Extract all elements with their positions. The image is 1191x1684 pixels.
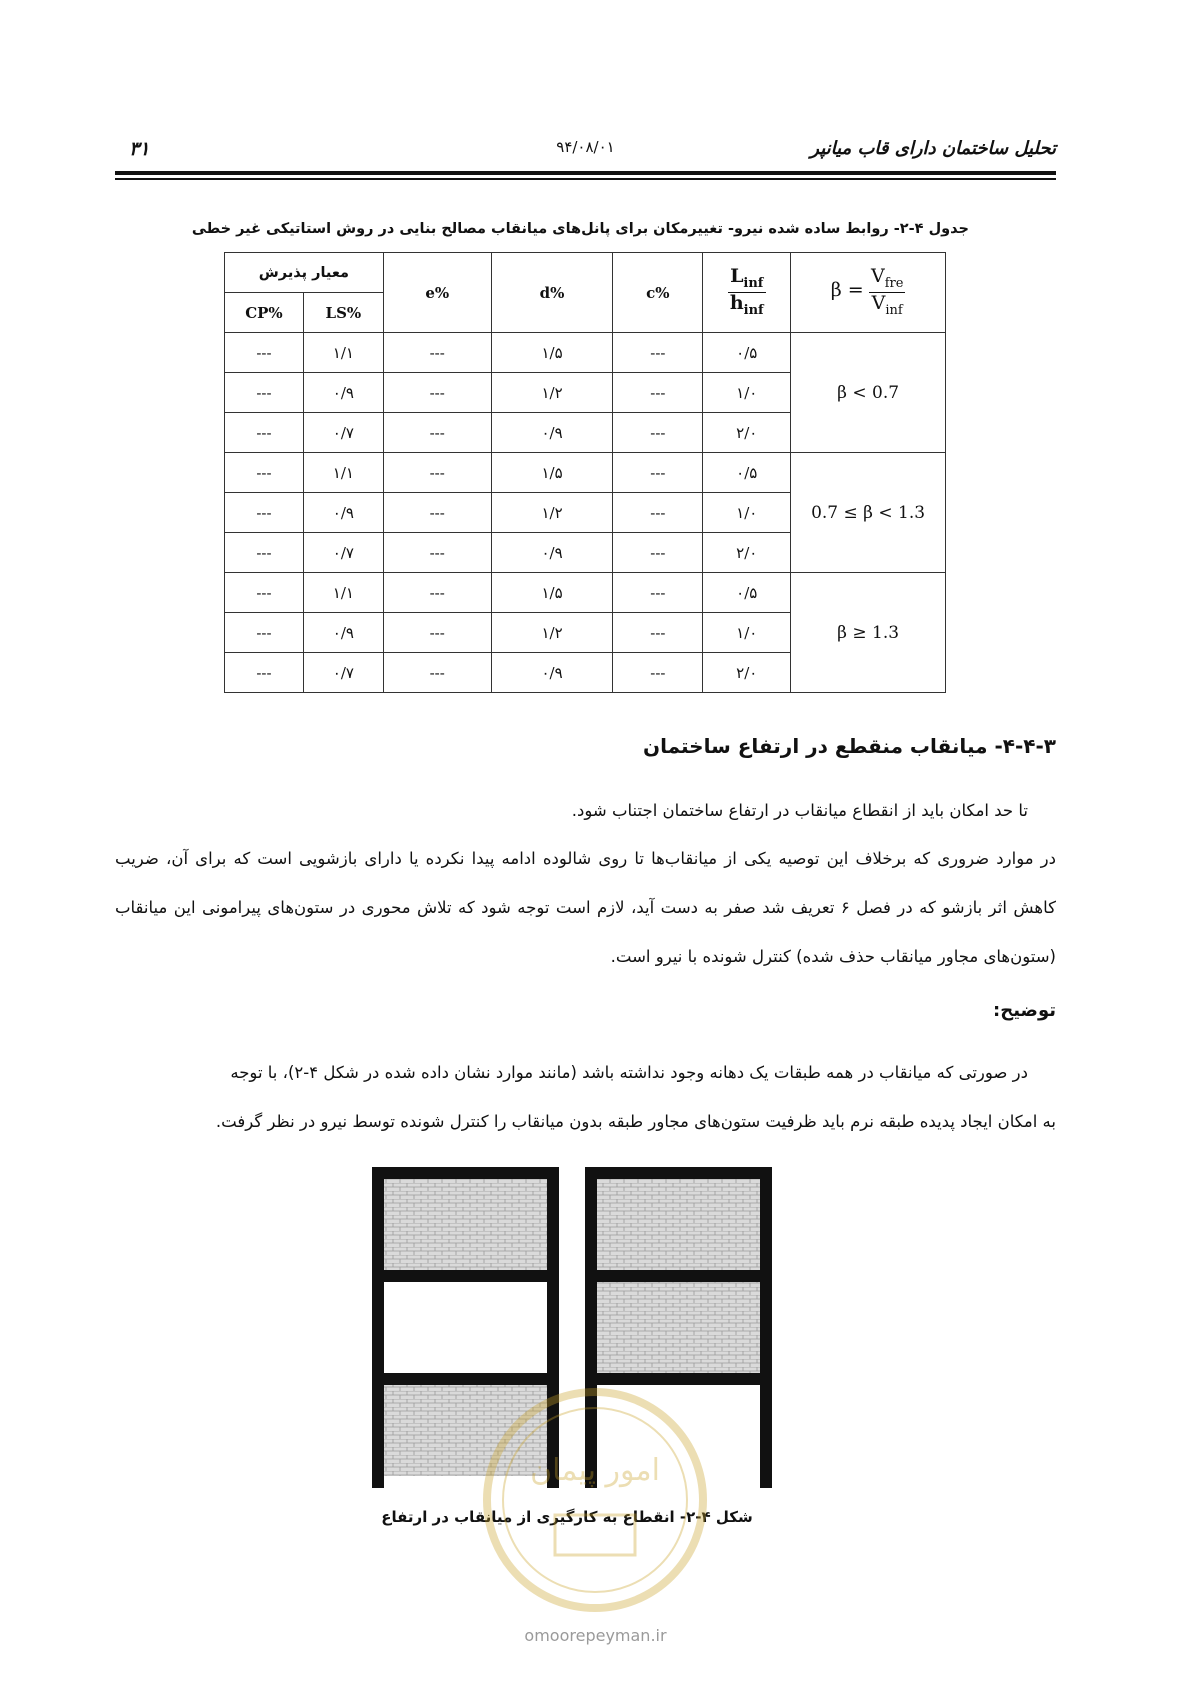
page-header xyxy=(115,138,1056,160)
table-row: --- ۰/۹ --- ۱/۲ --- ۱/۰ xyxy=(225,373,946,413)
header-rule-thin xyxy=(115,178,1056,180)
section-heading: ۴-۴-۳- میانقاب منقطع در ارتفاع ساختمان xyxy=(643,734,1056,758)
watermark-url: omoorepeyman.ir xyxy=(524,1626,667,1645)
beam xyxy=(372,1167,559,1179)
table-row: --- ۰/۹ --- ۱/۲ --- ۱/۰ xyxy=(225,493,946,533)
table-row: --- ۱/۱ --- ۱/۵ --- ۰/۵ β < 0.7 xyxy=(225,333,946,373)
infill-panel xyxy=(384,1179,547,1270)
beta-range-cell: β ≥ 1.3 xyxy=(791,573,946,693)
table-row: --- ۱/۱ --- ۱/۵ --- ۰/۵ 0.7 ≤ β < 1.3 xyxy=(225,453,946,493)
column xyxy=(760,1167,772,1488)
table-row: --- ۰/۷ --- ۰/۹ --- ۲/۰ xyxy=(225,533,946,573)
c-header: c% xyxy=(613,253,703,333)
infill-panel xyxy=(597,1282,760,1373)
beam xyxy=(585,1167,772,1179)
ls-header: LS% xyxy=(303,293,383,333)
seal-text: امور پیمان xyxy=(530,1453,660,1488)
d-header: d% xyxy=(491,253,613,333)
infill-force-displacement-table xyxy=(224,252,946,693)
beam xyxy=(372,1373,559,1385)
table-row: --- ۰/۹ --- ۱/۲ --- ۱/۰ xyxy=(225,613,946,653)
page-number: ۳۱ xyxy=(129,138,150,160)
beam xyxy=(372,1270,559,1282)
infill-panel xyxy=(597,1179,760,1270)
paragraph: تا حد امکان باید از انقطاع میانقاب در ارتفاع ساختمان اجتناب شود. xyxy=(571,801,1028,820)
seal-watermark xyxy=(480,1385,710,1615)
open-bay xyxy=(384,1282,547,1373)
table-row: --- ۰/۷ --- ۰/۹ --- ۲/۰ xyxy=(225,653,946,693)
e-header: e% xyxy=(383,253,491,333)
running-title: تحلیل ساختمان دارای قاب میانپر xyxy=(810,138,1056,159)
table-row: --- ۱/۱ --- ۱/۵ --- ۰/۵ β ≥ 1.3 xyxy=(225,573,946,613)
header-date: ۹۴/۰۸/۰۱ xyxy=(556,138,615,156)
beam xyxy=(585,1270,772,1282)
header-rule-thick xyxy=(115,171,1056,175)
aspect-ratio-header: $\frac{L_{inf}}{h_{inf}}$ xyxy=(703,253,791,333)
cp-header: CP% xyxy=(225,293,304,333)
note-paragraph-line1: در صورتی که میانقاب در همه طبقات یک دهانه وجود نداشته باشد (مانند موارد نشان داده شده در شکل ۴-۲)، با توجه xyxy=(230,1063,1028,1082)
table-caption: جدول ۴-۲- روابط ساده شده نیرو- تغییرمکان برای پانل‌های میانقاب مصالح بنایی در روش استاتیکی غیر خطی xyxy=(191,221,969,237)
note-paragraph xyxy=(115,1048,1056,1146)
note-paragraph-rest: به امکان ایجاد پدیده طبقه نرم باید ظرفیت ستون‌های مجاور طبقه بدون میانقاب را کنترل شونده توسط نیرو در نظر گرفت. xyxy=(215,1112,1056,1131)
figure-caption: شکل ۴-۲- انقطاع به کارگیری از میانقاب در ارتفاع xyxy=(381,1508,753,1526)
column xyxy=(372,1167,384,1488)
table-row: --- ۰/۷ --- ۰/۹ --- ۲/۰ xyxy=(225,413,946,453)
paragraph: در موارد ضروری که برخلاف این توصیه یکی از میانقاب‌ها تا روی شالوده ادامه پیدا نکرده یا دارای بازشویی است که برای آن، ضریب کاهش اثر بازشو که در فصل ۶ تعریف شد صفر به دست آید، لازم است توجه شود که تلاش محوری در ستون‌های پیرامونی این میانقاب (ستون‌های مجاور میانقاب حذف شده) کنترل شونده با نیرو است. xyxy=(115,849,1056,966)
beta-header: β = $\frac{V_{fre}}{V_{inf}}$ xyxy=(791,253,946,333)
acceptance-criteria-header: معیار پذیرش xyxy=(225,253,384,293)
note-heading: توضیح: xyxy=(993,1000,1056,1021)
beta-range-cell: 0.7 ≤ β < 1.3 xyxy=(791,453,946,573)
beta-range-cell: β < 0.7 xyxy=(791,333,946,453)
beam xyxy=(585,1373,772,1385)
